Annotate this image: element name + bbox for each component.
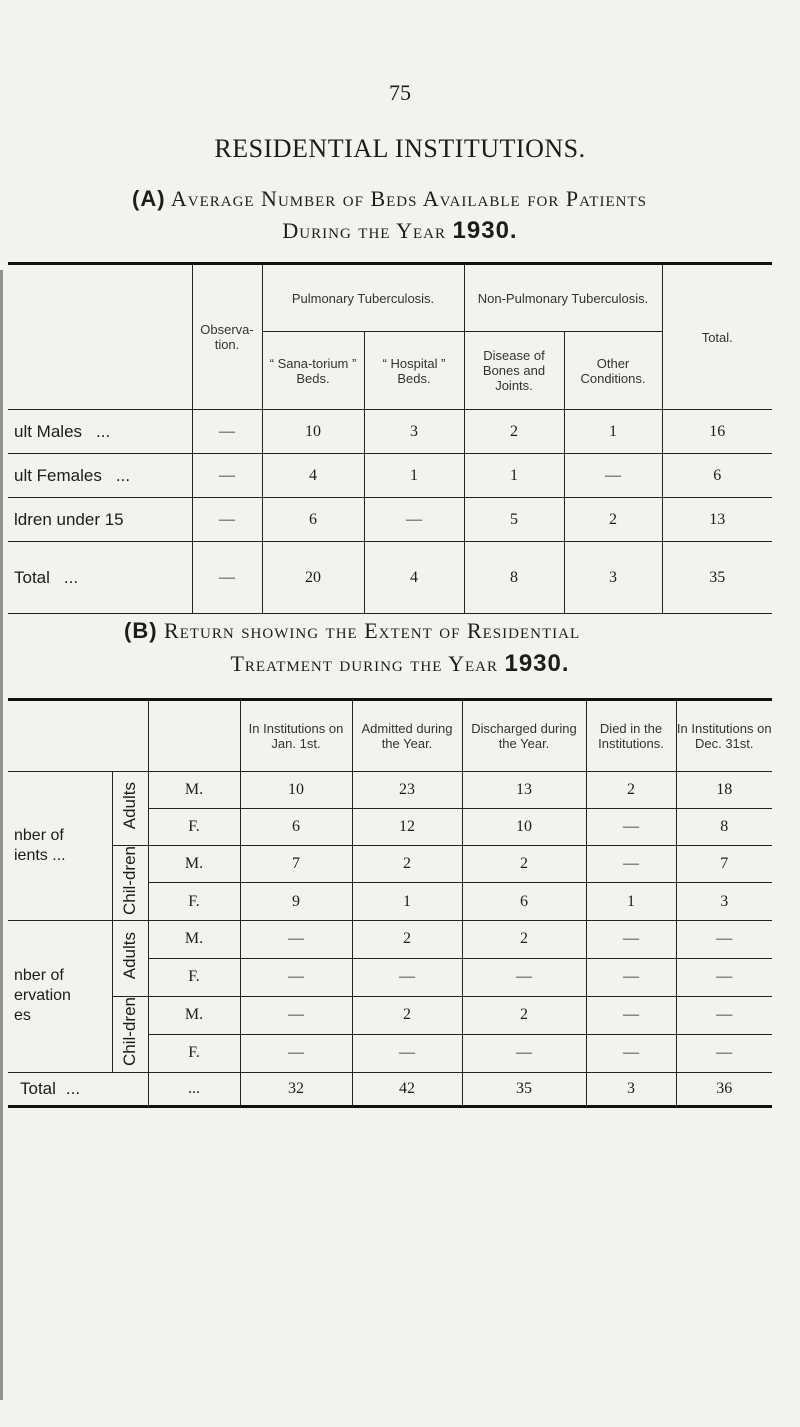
treatment-cell: 2 xyxy=(462,920,586,958)
beds-row xyxy=(8,542,772,614)
treatment-cell: 2 xyxy=(352,996,462,1034)
vertical-label: Chil-dren xyxy=(120,997,139,1067)
beds-cell: 35 xyxy=(709,568,726,586)
beds-cell: 1 xyxy=(564,410,662,454)
treatment-cell: 7 xyxy=(240,846,352,883)
col-other: Other Conditions. xyxy=(564,332,662,410)
beds-row xyxy=(8,498,772,542)
col-admitted: Admitted during the Year. xyxy=(352,700,462,772)
treatment-cell: 6 xyxy=(462,883,586,921)
beds-cell: 4 xyxy=(262,454,364,498)
treatment-cell: — xyxy=(716,968,733,986)
treatment-total-row xyxy=(8,1072,772,1106)
treatment-cell: — xyxy=(462,1034,586,1072)
beds-cell: 2 xyxy=(464,410,564,454)
treatment-cell: 23 xyxy=(352,772,462,809)
treatment-cell: 7 xyxy=(720,855,729,873)
total-cell: 35 xyxy=(462,1072,586,1106)
total-label-dots: ... xyxy=(65,1078,81,1098)
treatment-cell: 13 xyxy=(462,772,586,809)
treatment-row xyxy=(8,920,772,958)
sex-label: F. xyxy=(148,883,240,921)
col-in-dec: In Institutions on Dec. 31st. xyxy=(676,721,772,751)
row-label-dots: ... xyxy=(63,567,79,587)
total-label-text: Total xyxy=(20,1078,56,1098)
treatment-cell: — xyxy=(586,1034,676,1072)
row-label xyxy=(8,498,192,542)
beds-cell: 6 xyxy=(262,498,364,542)
beds-cell: — xyxy=(192,498,262,542)
adults-label xyxy=(112,772,148,846)
treatment-cell: 10 xyxy=(240,772,352,809)
sex-label: M. xyxy=(148,772,240,809)
beds-cell: 8 xyxy=(464,542,564,614)
section-a-heading-line1: Average Number of Beds Available for Patients xyxy=(170,186,647,211)
col-observation: Observa-tion. xyxy=(192,264,262,410)
treatment-cell: — xyxy=(240,996,352,1034)
beds-cell: 5 xyxy=(464,498,564,542)
treatment-cell: — xyxy=(586,958,676,996)
vertical-label: Chil-dren xyxy=(120,846,139,915)
beds-cell: 20 xyxy=(262,542,364,614)
treatment-cell: — xyxy=(586,920,676,958)
sex-label: F. xyxy=(148,809,240,846)
treatment-cell: — xyxy=(352,1034,462,1072)
total-cell: 3 xyxy=(586,1072,676,1106)
beds-cell: 1 xyxy=(364,454,464,498)
group-observation xyxy=(8,920,112,1072)
row-label-dots: ... xyxy=(96,421,111,441)
group-label-line: es xyxy=(14,1007,31,1025)
vertical-label: Adults xyxy=(120,782,139,830)
treatment-cell: — xyxy=(240,1034,352,1072)
section-a-heading-2 xyxy=(0,217,800,245)
sex-label: M. xyxy=(148,996,240,1034)
treatment-cell: — xyxy=(352,958,462,996)
col-non-pulmonary: Non-Pulmonary Tuberculosis. xyxy=(464,264,662,332)
treatment-cell: — xyxy=(716,1044,733,1062)
row-label-dots: ... xyxy=(115,465,131,485)
row-label-dots xyxy=(124,510,138,529)
total-cell: 36 xyxy=(716,1079,733,1097)
col-sanatorium: “ Sana-torium ” Beds. xyxy=(262,332,364,410)
section-b-heading xyxy=(124,618,794,644)
treatment-cell: 12 xyxy=(352,809,462,846)
treatment-cell: — xyxy=(586,996,676,1034)
group-patients xyxy=(8,772,112,921)
beds-cell: 16 xyxy=(709,422,726,440)
adults-label xyxy=(112,920,148,996)
page-number: 75 xyxy=(389,80,411,105)
treatment-cell: 10 xyxy=(462,809,586,846)
treatment-cell: 2 xyxy=(462,846,586,883)
treatment-cell: 2 xyxy=(586,772,676,809)
group-label-line: nber of xyxy=(14,826,64,844)
treatment-cell: 6 xyxy=(240,809,352,846)
treatment-row xyxy=(8,846,772,883)
section-b-heading-line2: Treatment during the Year xyxy=(230,651,498,676)
treatment-cell: 3 xyxy=(720,892,729,910)
treatment-cell: — xyxy=(716,930,733,948)
beds-cell: — xyxy=(564,454,662,498)
beds-cell: — xyxy=(364,498,464,542)
treatment-cell: — xyxy=(240,958,352,996)
page-title: RESIDENTIAL INSTITUTIONS. xyxy=(214,134,586,163)
section-b-heading-2 xyxy=(0,650,800,678)
group-label-line: ients ... xyxy=(14,846,66,864)
col-discharged: Discharged during the Year. xyxy=(462,700,586,772)
beds-cell: — xyxy=(192,454,262,498)
col-hospital: “ Hospital ” Beds. xyxy=(364,332,464,410)
beds-cell: 10 xyxy=(262,410,364,454)
group-label-line: nber of xyxy=(14,967,64,985)
beds-row xyxy=(8,410,772,454)
group-label-line: ervation xyxy=(14,987,71,1005)
treatment-cell: 8 xyxy=(720,818,729,835)
treatment-cell: 2 xyxy=(352,920,462,958)
col-in-jan: In Institutions on Jan. 1st. xyxy=(240,700,352,772)
section-a-heading xyxy=(132,186,792,212)
treatment-cell: — xyxy=(586,809,676,846)
vertical-label: Adults xyxy=(120,932,139,980)
treatment-cell: 9 xyxy=(240,883,352,921)
page-edge xyxy=(0,270,3,1400)
beds-row xyxy=(8,454,772,498)
row-label xyxy=(8,454,192,498)
beds-table xyxy=(8,262,772,614)
treatment-row xyxy=(8,772,772,809)
treatment-row xyxy=(8,996,772,1034)
treatment-cell: 1 xyxy=(586,883,676,921)
treatment-cell: 2 xyxy=(462,996,586,1034)
col-pulmonary: Pulmonary Tuberculosis. xyxy=(262,264,464,332)
treatment-cell: — xyxy=(716,1006,733,1024)
col-bones: Disease of Bones and Joints. xyxy=(464,332,564,410)
sex-label: F. xyxy=(148,1034,240,1072)
beds-cell: 13 xyxy=(709,510,726,528)
total-cell: 42 xyxy=(352,1072,462,1106)
beds-cell: 1 xyxy=(464,454,564,498)
row-label xyxy=(8,410,192,454)
total-cell: 32 xyxy=(240,1072,352,1106)
treatment-cell: 18 xyxy=(716,781,733,798)
section-b-year: 1930. xyxy=(504,650,570,677)
sex-label: M. xyxy=(148,846,240,883)
total-sex: ... xyxy=(148,1072,240,1106)
section-b-label: (B) xyxy=(124,618,158,643)
section-a-label: (A) xyxy=(132,186,166,211)
row-label-text: ult Males xyxy=(14,421,83,441)
children-label xyxy=(112,996,148,1072)
row-label-text: Total xyxy=(14,567,50,587)
section-a-year: 1930. xyxy=(452,217,518,244)
treatment-cell: — xyxy=(586,846,676,883)
treatment-cell: — xyxy=(240,920,352,958)
beds-cell: 3 xyxy=(364,410,464,454)
col-total: Total. xyxy=(701,329,733,345)
beds-cell: 3 xyxy=(564,542,662,614)
sex-label: F. xyxy=(148,958,240,996)
treatment-cell: 1 xyxy=(352,883,462,921)
beds-cell: 6 xyxy=(713,466,722,484)
row-label-text: ldren under 15 xyxy=(14,509,124,529)
treatment-table xyxy=(8,698,772,1108)
col-died: Died in the Institutions. xyxy=(586,700,676,772)
beds-cell: — xyxy=(192,410,262,454)
row-label-text: ult Females xyxy=(14,465,102,485)
sex-label: M. xyxy=(148,920,240,958)
children-label xyxy=(112,846,148,921)
treatment-cell: — xyxy=(462,958,586,996)
section-a-heading-line2: During the Year xyxy=(282,218,447,243)
treatment-cell: 2 xyxy=(352,846,462,883)
row-label xyxy=(8,542,192,614)
beds-cell: 2 xyxy=(564,498,662,542)
beds-cell: 4 xyxy=(364,542,464,614)
total-label xyxy=(8,1072,148,1106)
section-b-heading-line1: Return showing the Extent of Residential xyxy=(164,618,581,643)
beds-cell: — xyxy=(192,542,262,614)
